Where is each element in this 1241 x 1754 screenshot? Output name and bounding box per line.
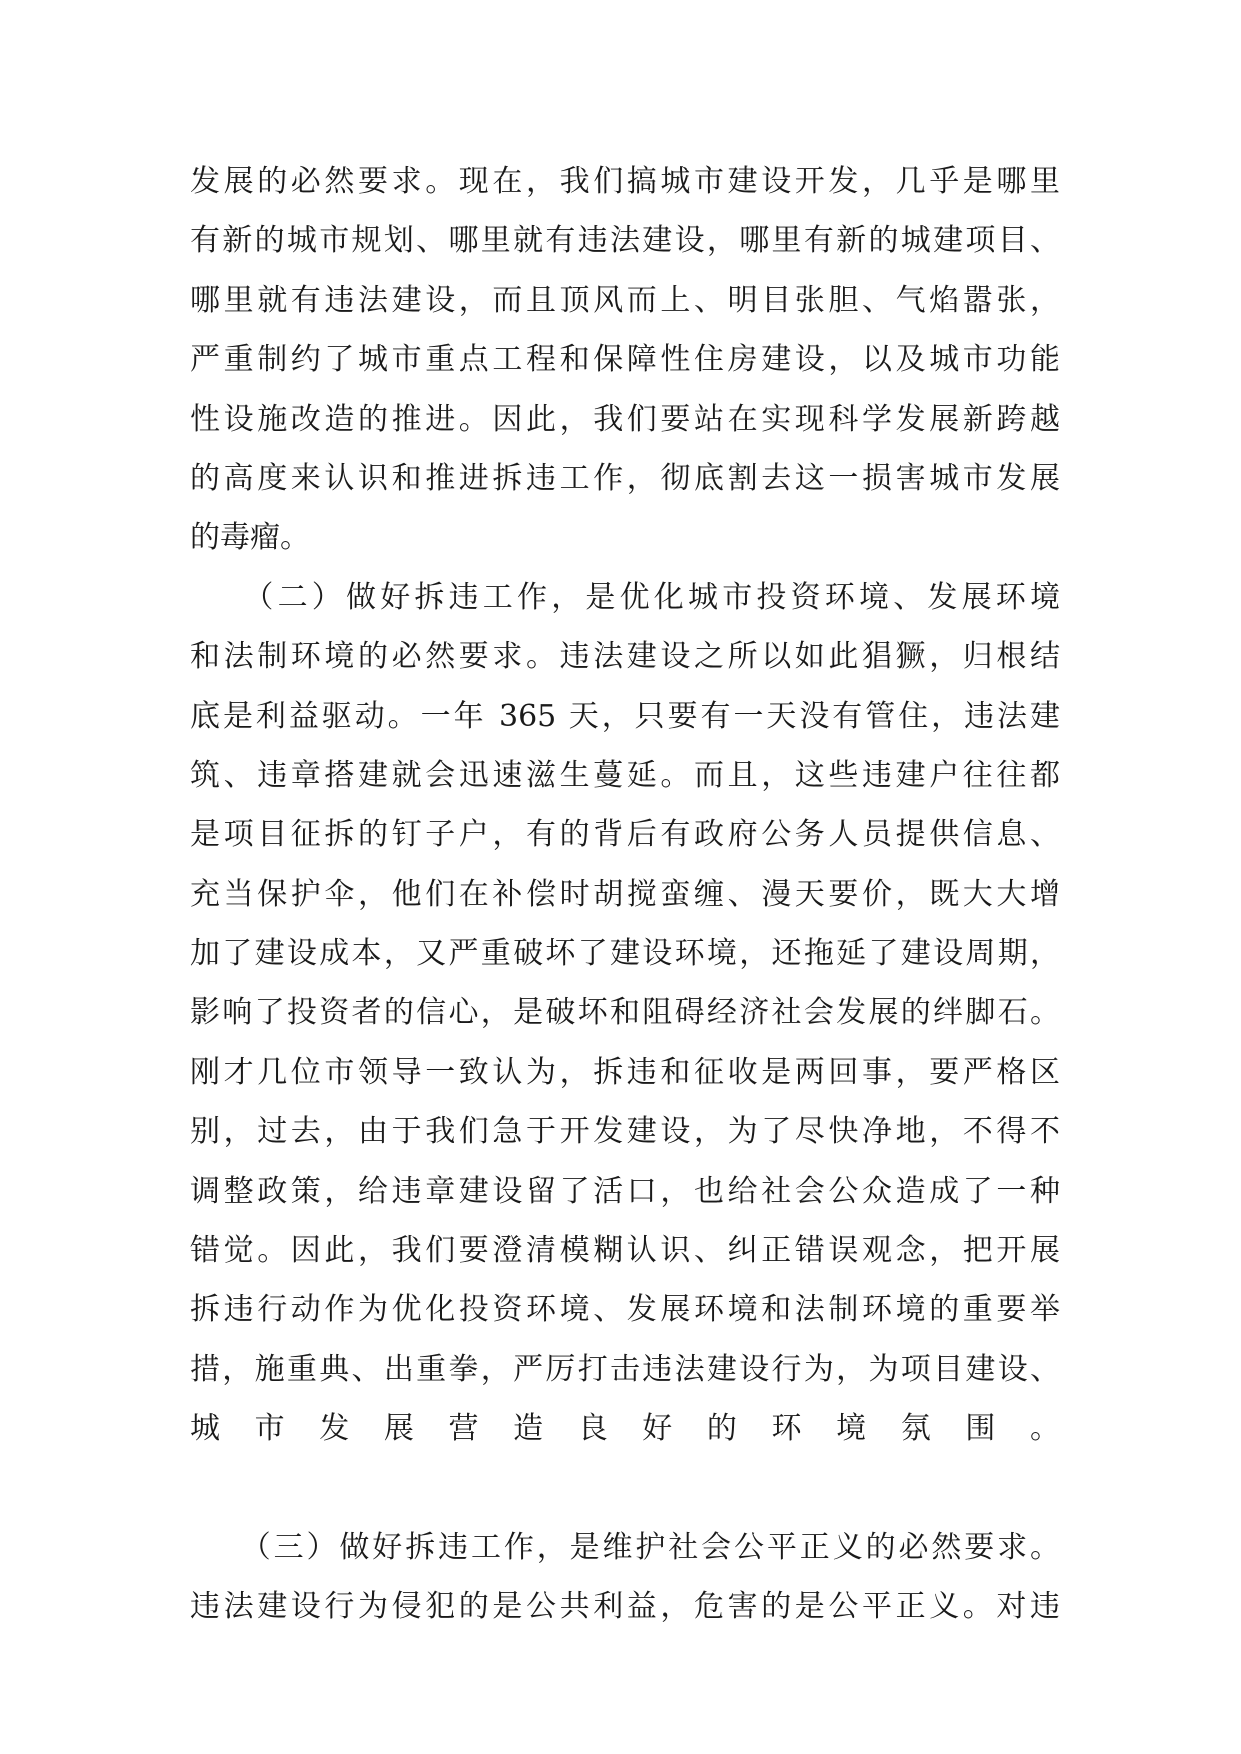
text-line: 严重制约了城市重点工程和保障性住房建设，以及城市功能 — [190, 342, 1060, 378]
text-line: 刚才几位市领导一致认为，拆违和征收是两回事，要严格区 — [190, 1054, 1060, 1090]
text-line: （三）做好拆违工作，是维护社会公平正义的必然要求。 — [190, 1529, 1060, 1565]
document-body — [190, 152, 1060, 1637]
text-line: 别，过去，由于我们急于开发建设，为了尽快净地，不得不 — [190, 1114, 1060, 1150]
paragraph-2 — [190, 568, 1060, 1518]
text-line: 和法制环境的必然要求。违法建设之所以如此猖獗，归根结 — [190, 639, 1060, 675]
text-line: 影响了投资者的信心，是破坏和阻碍经济社会发展的绊脚石。 — [190, 995, 1060, 1031]
text-line: 充当保护伞，他们在补偿时胡搅蛮缠、漫天要价，既大大增 — [190, 876, 1060, 912]
text-line — [190, 1459, 1060, 1518]
paragraph-3 — [190, 1518, 1060, 1637]
text-line: （二）做好拆违工作，是优化城市投资环境、发展环境 — [190, 579, 1060, 615]
text-line: 拆违行动作为优化投资环境、发展环境和法制环境的重要举 — [190, 1292, 1060, 1328]
text-line: 加了建设成本，又严重破坏了建设环境，还拖延了建设周期， — [190, 936, 1060, 972]
text-line: 性设施改造的推进。因此，我们要站在实现科学发展新跨越 — [190, 401, 1060, 437]
text-line: 的高度来认识和推进拆违工作，彻底割去这一损害城市发展 — [190, 460, 1060, 496]
text-line: 的毒瘤。 — [190, 520, 310, 556]
text-line: 哪里就有违法建设，而且顶风而上、明目张胆、气焰嚣张， — [190, 282, 1060, 318]
text-line: 发展的必然要求。现在，我们搞城市建设开发，几乎是哪里 — [190, 164, 1060, 199]
text-line: 错觉。因此，我们要澄清模糊认识、纠正错误观念，把开展 — [190, 1233, 1060, 1269]
text-line: 调整政策，给违章建设留了活口，也给社会公众造成了一种 — [190, 1173, 1060, 1209]
paragraph-1 — [190, 152, 1060, 568]
text-line: 措，施重典、出重拳，严厉打击违法建设行为，为项目建设、 — [190, 1351, 1060, 1387]
text-line: 底是利益驱动。一年 365 天，只要有一天没有管住，违法建 — [190, 698, 1060, 734]
text-line: 违法建设行为侵犯的是公共利益，危害的是公平正义。对违 — [190, 1589, 1060, 1625]
text-line: 城市发展营造良好的环境氛围。 — [190, 1411, 1060, 1447]
text-line: 是项目征拆的钉子户，有的背后有政府公务人员提供信息、 — [190, 817, 1060, 853]
text-line: 有新的城市规划、哪里就有违法建设，哪里有新的城建项目、 — [190, 223, 1060, 259]
text-line: 筑、违章搭建就会迅速滋生蔓延。而且，这些违建户往往都 — [190, 757, 1060, 793]
